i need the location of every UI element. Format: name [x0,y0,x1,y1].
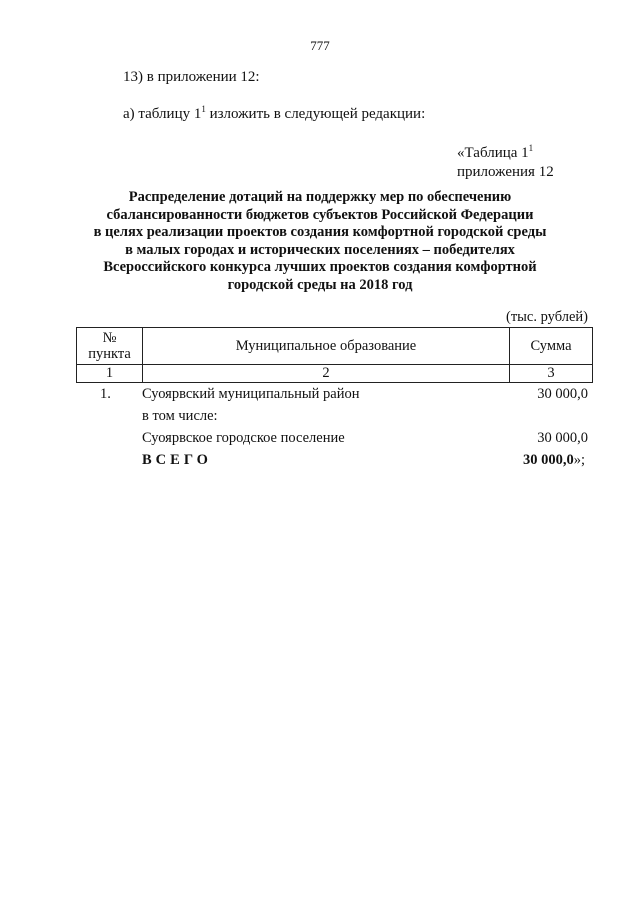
row-number: 1. [100,386,111,402]
superscript: 1 [528,143,534,153]
row-name: Суоярвское городское поселение [142,430,345,446]
column-number-cell: 2 [143,365,510,383]
title-line: Распределение дотаций на поддержку мер по обеспечению [128,189,512,205]
title-line: в целях реализации проектов создания комфортной городской среды [93,224,547,241]
table-row [76,386,593,406]
table-reference-line2: приложения 12 [457,164,554,180]
header-name-cell: Муниципальное образование [143,328,510,365]
title-line: сбалансированности бюджетов субъектов Российской Федерации [106,206,534,223]
table-row [76,408,593,428]
row-name: в том числе: [142,408,218,424]
total-row [76,452,593,472]
total-label: ВСЕГО [142,452,212,468]
title-line: городской среды на 2018 год [227,276,413,293]
amendment-subitem-prefix: а) таблицу 1 [123,106,202,122]
header-number-line2: пункта [88,346,131,362]
amendment-subitem [123,104,425,123]
column-number-cell: 1 [77,365,143,383]
row-sum: 30 000,0 [537,386,588,402]
total-sum [523,452,585,469]
header-sum-cell: Сумма [510,328,593,365]
amendment-item: 13) в приложении 12: [123,69,260,85]
row-sum: 30 000,0 [537,430,588,446]
table-reference [457,139,554,182]
table-row [76,430,593,450]
row-name: Суоярвский муниципальный район [142,386,360,402]
units-note: (тыс. рублей) [506,309,588,325]
column-number-cell: 3 [510,365,593,383]
superscript: 1 [201,104,206,114]
page-number: 777 [310,38,330,53]
document-title [80,189,560,295]
distribution-table-header [76,327,593,383]
table-reference-line1: «Таблица 1 [457,145,529,161]
total-sum-value: 30 000,0 [522,452,574,468]
title-line: Всероссийского конкурса лучших проектов создания комфортной [103,259,537,276]
title-line: в малых городах и исторических поселениях – победителях [125,241,515,258]
closing-quote: »; [573,452,585,468]
amendment-subitem-suffix: изложить в следующей редакции: [205,106,426,122]
header-number-cell [77,328,143,365]
header-number-line1: № [102,330,117,346]
